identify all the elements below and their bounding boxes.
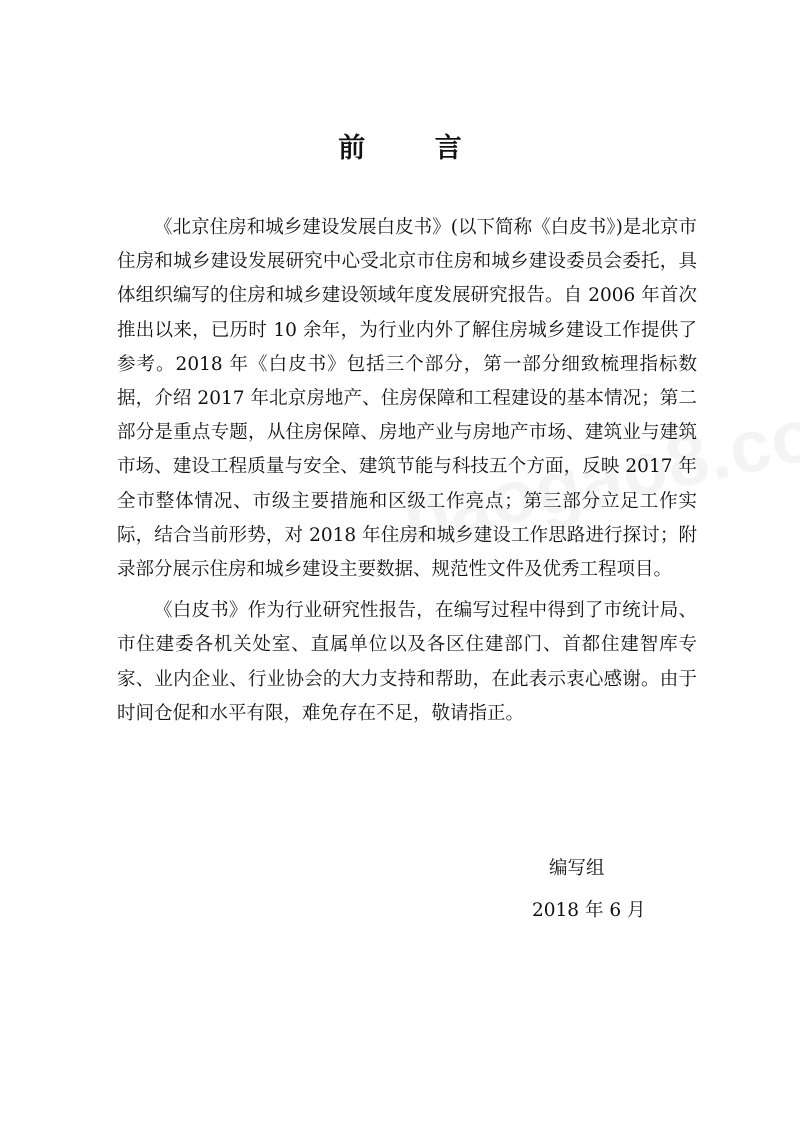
signature-date: 2018 年 6 月 — [532, 900, 646, 921]
paragraph-acknowledgement: 《白皮书》作为行业研究性报告，在编写过程中得到了市统计局、市住建委各机关处室、直属单位以及各区住建部门、首都住建智库专家、业内企业、行业协会的大力支持和帮助，在此表示衷心感谢。由于时间仓促和水平有限，难免存在不足，敬请指正。 — [117, 600, 697, 724]
paragraph-intro: 《北京住房和城乡建设发展白皮书》(以下简称《白皮书》)是北京市住房和城乡建设发展研究中心受北京市住房和城乡建设委员会委托，具体组织编写的住房和城乡建设领域年度发展研究报告。自 2006 年首次推出以来，已历时 10 余年，为行业内外了解住房城乡建设工作提供了参考。2018 年《白皮书》包括三个部分，第一部分细致梳理指标数据，介绍 2017 年北京房地产、住房保障和工程建设的基本情况；第二部分是重点专题，从住房保障、房地产业与房地产市场、建筑业与建筑市场、建设工程质量与安全、建筑节能与科技五个方面，反映 2017 年全市整体情况、市级主要措施和区级工作亮点；第三部分立足工作实际，结合当前形势，对 2018 年住房和城乡建设工作思路进行探讨；附录部分展示住房和城乡建设主要数据、规范性文件及优秀工程项目。 — [117, 217, 697, 581]
preface-body — [117, 211, 697, 738]
page-title: 前 言 — [338, 133, 492, 164]
signature-group: 编写组 — [549, 858, 605, 879]
